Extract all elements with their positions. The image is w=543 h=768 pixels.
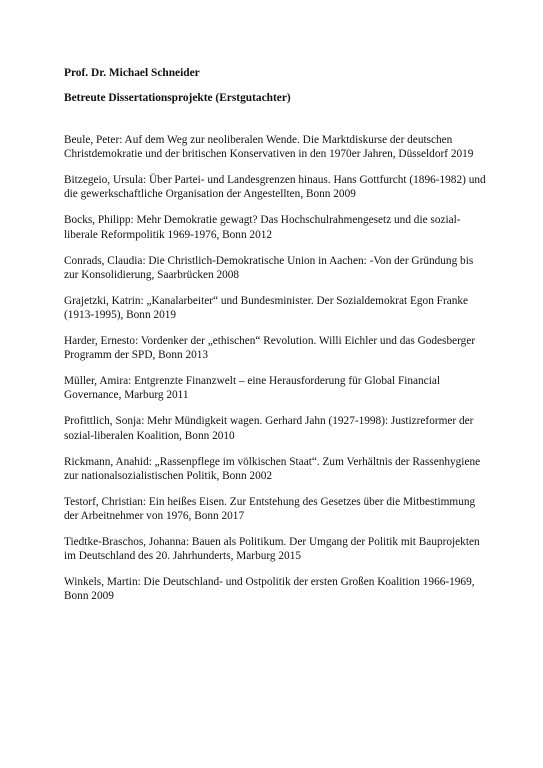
list-item: [64, 495, 484, 523]
entry-line: liberale Reformpolitik 1969-1976, Bonn 2012: [64, 228, 273, 241]
entry-line: Müller, Amira: Entgrenzte Finanzwelt – eine Herausforderung für Global Financial: [64, 375, 440, 388]
entry-line: sozial-liberalen Koalition, Bonn 2010: [64, 429, 235, 442]
entry-line: Governance, Marburg 2011: [64, 389, 189, 402]
entry-line: Christdemokratie und der britischen Konservativen in den 1970er Jahren, Düsseldorf 2019: [64, 148, 474, 161]
entry-line: Bocks, Philipp: Mehr Demokratie gewagt? Das Hochschulrahmengesetz und die sozial-: [64, 214, 461, 227]
entry-line: (1913-1995), Bonn 2019: [64, 309, 177, 322]
list-item: [64, 455, 484, 483]
entry-line: zur nationalsozialistischen Politik, Bonn 2002: [64, 469, 273, 482]
entry-line: Winkels, Martin: Die Deutschland- und Ostpolitik der ersten Großen Koalition 1966-1969,: [64, 576, 475, 589]
entry-line: Beule, Peter: Auf dem Weg zur neoliberalen Wende. Die Marktdiskurse der deutschen: [64, 134, 453, 146]
entry-line: der Arbeitnehmer von 1976, Bonn 2017: [64, 510, 245, 523]
entry-line: Bitzegeio, Ursula: Über Partei- und Landesgrenzen hinaus. Hans Gottfurcht (1896-1982) und: [64, 174, 486, 187]
entry-line: Harder, Ernesto: Vordenker der „ethischen“ Revolution. Willi Eichler und das Godesberger: [64, 335, 476, 348]
list-item: [64, 414, 484, 442]
list-item: [64, 254, 484, 282]
list-item: [64, 213, 484, 241]
entry-line: zur Konsolidierung, Saarbrücken 2008: [64, 268, 240, 281]
document-subtitle: Betreute Dissertationsprojekte (Erstgutachter): [64, 92, 291, 104]
entry-line: Tiedtke-Braschos, Johanna: Bauen als Politikum. Der Umgang der Politik mit Bauprojekten: [64, 536, 480, 549]
list-item: [64, 535, 484, 563]
list-item: [64, 173, 484, 201]
list-item: [64, 133, 484, 161]
entry-line: Conrads, Claudia: Die Christlich-Demokratische Union in Aachen: -Von der Gründung bis: [64, 254, 474, 267]
entry-line: Grajetzki, Katrin: „Kanalarbeiter“ und Bundesminister. Der Sozialdemokrat Egon Franke: [64, 294, 469, 307]
list-item: [64, 575, 484, 603]
list-item: [64, 374, 484, 402]
author-heading: Prof. Dr. Michael Schneider: [64, 67, 200, 79]
entry-line: Programm der SPD, Bonn 2013: [64, 349, 209, 362]
dissertation-list: [64, 133, 484, 615]
list-item: [64, 294, 484, 322]
entry-line: Rickmann, Anahid: „Rassenpflege im völkischen Staat“. Zum Verhältnis der Rassenhygiene: [64, 455, 481, 468]
entry-line: Testorf, Christian: Ein heißes Eisen. Zur Entstehung des Gesetzes über die Mitbestimmung: [64, 495, 476, 508]
entry-line: im Deutschland des 20. Jahrhunderts, Marburg 2015: [64, 550, 301, 563]
entry-line: die gewerkschaftliche Organisation der Angestellten, Bonn 2009: [64, 188, 356, 201]
entry-line: Profittlich, Sonja: Mehr Mündigkeit wagen. Gerhard Jahn (1927-1998): Justizreformer der: [64, 415, 474, 428]
list-item: [64, 334, 484, 362]
entry-line: Bonn 2009: [64, 590, 114, 603]
